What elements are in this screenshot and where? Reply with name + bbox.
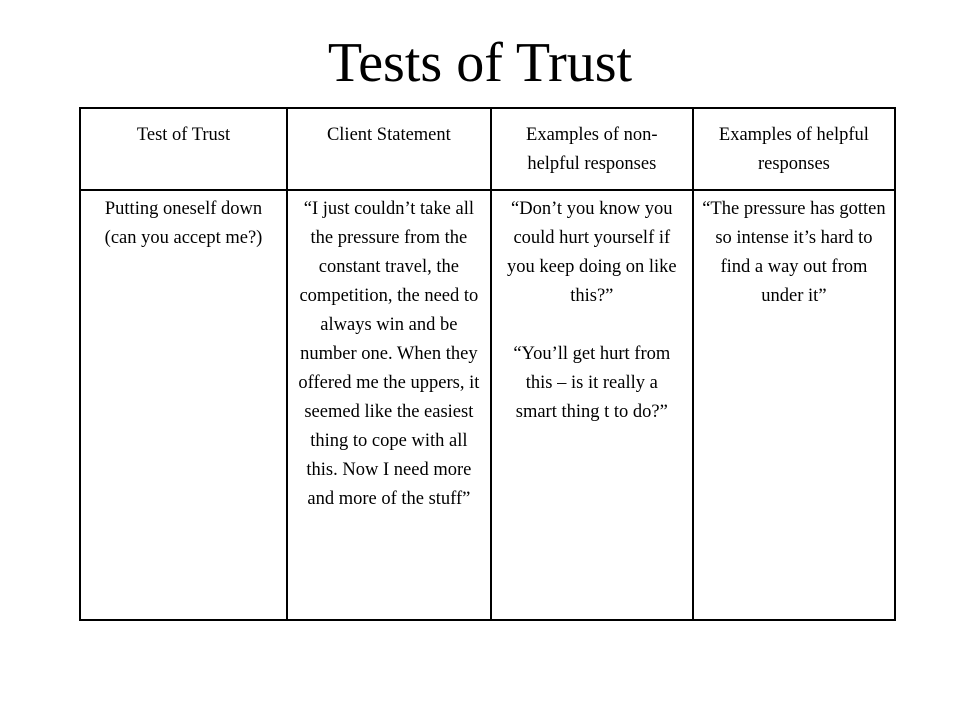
non-helpful-response-1: “Don’t you know you could hurt yourself if you keep doing on like this?” (507, 199, 677, 306)
cell-helpful-responses (693, 190, 895, 620)
client-statement-text: “I just couldn’t take all the pressure from the constant travel, the competition, the need to always win and be number one. When they offered me the uppers, it seemed like the easiest thing to cope with all this. Now I need more and more of the stuff” (298, 199, 480, 509)
cell-client-statement (287, 190, 491, 620)
header-label: Test of Trust (136, 125, 231, 145)
header-cell-test-of-trust (80, 108, 287, 190)
non-helpful-response-2: “You’ll get hurt from this – is it really a smart thing t to do?” (513, 344, 671, 422)
paragraph-gap (498, 311, 686, 340)
helpful-response-text: “The pressure has gotten so intense it’s hard to find a way out from under it” (702, 199, 886, 306)
header-label: Client Statement (326, 125, 451, 145)
cell-non-helpful-responses (491, 190, 693, 620)
header-cell-helpful-responses (693, 108, 895, 190)
test-of-trust-text: Putting oneself down (can you accept me?) (104, 199, 263, 248)
tests-of-trust-table (79, 107, 896, 621)
table-row (80, 190, 895, 620)
cell-test-of-trust (80, 190, 287, 620)
header-cell-client-statement (287, 108, 491, 190)
slide-title: Tests of Trust (327, 32, 633, 94)
header-label: Examples of non-helpful responses (526, 125, 658, 174)
header-cell-non-helpful-responses (491, 108, 693, 190)
header-label: Examples of helpful responses (718, 125, 869, 174)
table-header-row (80, 108, 895, 190)
